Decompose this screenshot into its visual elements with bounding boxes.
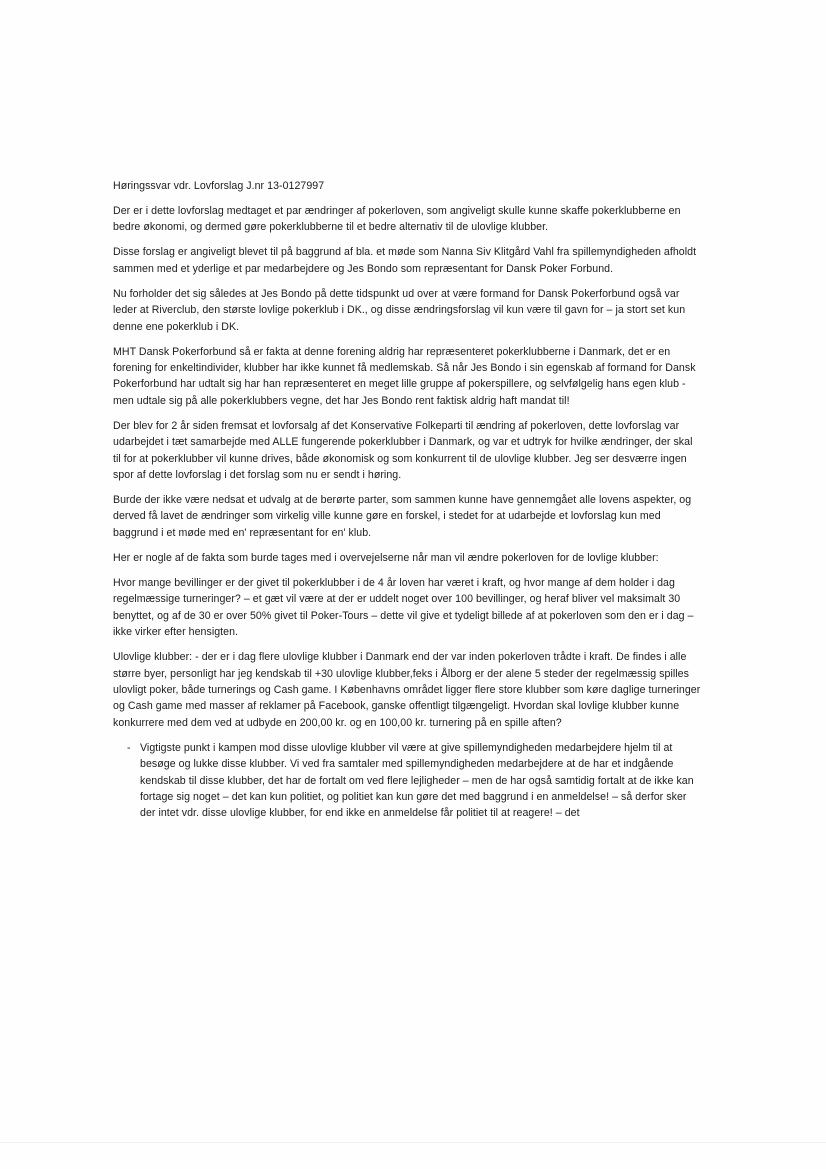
- paragraph-6: Burde der ikke være nedsat et udvalg at de berørte parter, som sammen kunne have gennemgået alle lovens aspekter, og derved få lavet de ændringer som virkelig ville kunne gøre en forskel, i stedet for at udarbejde et lovforslag kun med baggrund i et møde med en' repræsentant for en' klub.: [113, 494, 692, 539]
- paragraph-4: MHT Dansk Pokerforbund så er fakta at denne forening aldrig har repræsenteret pokerklubberne i Danmark, det er en forening for enkeltindivider, klubber har ikke kunnet få medlemskab. Så når Jes Bondo i sin egenskab af formand for Dansk Pokerforbund har udtalt sig har han repræsenteret en meget lille gruppe af pokerspillere, og selvfølgelig hans egen klub - men udtale sig på alle pokerklubbers vegne, det har Jes Bondo rent faktisk aldrig haft mandat til!: [113, 345, 696, 407]
- list-item: [113, 740, 703, 822]
- paragraph-8: Hvor mange bevillinger er der givet til pokerklubber i de 4 år loven har været i kraft, og hvor mange af dem holder i dag regelmæssige turneringer? – et gæt vil være at der er uddelt noget over 100 bevillinger, og heraf bliver vel maksimalt 30 benyttet, og af de 30 er over 50% givet til Poker-Tours – dette vil give et tydeligt billede af at pokerloven som den er i dag – ikke virker efter hensigten.: [113, 576, 694, 639]
- paragraph-1: Der er i dette lovforslag medtaget et par ændringer af pokerloven, som angiveligt skulle kunne skaffe pokerklubberne en bedre økonomi, og dermed gøre pokerklubberne til et bedre alternativ til de ulovlige klubber.: [113, 205, 681, 234]
- document-body: [113, 178, 703, 822]
- paragraph-9: Ulovlige klubber: - der er i dag flere ulovlige klubber i Danmark end der var inden pokerloven trådte i kraft. De findes i alle større byer, personligt har jeg kendskab til +30 ulovlige klubber,feks i Ålborg er der alene 5 steder der regelmæssig spilles ulovligt poker, både turnerings og Cash game. I Københavns området ligger flere store klubber som køre daglige turneringer og Cash game med masser af reklamer på Facebook, ganske offentligt tilgængeligt. Hvordan skal lovlige klubber kunne konkurrere med dem ved at udbyde en 200,00 kr. og en 100,00 kr. turnering på en spille aften?: [113, 651, 701, 729]
- paragraph-3: Nu forholder det sig således at Jes Bondo på dette tidspunkt ud over at være formand for Dansk Pokerforbund også var leder at Riverclub, den største lovlige pokerklub i DK., og disse ændringsforslag vil kun være til gavn for – ja stort set kun denne ene pokerklub i DK.: [113, 287, 686, 333]
- paragraph-2: Disse forslag er angiveligt blevet til på baggrund af bla. et møde som Nanna Siv Klitgård Vahl fra spillemyndigheden afholdt sammen med et yderlige et par medarbejdere og Jes Bondo som repræsentant for Dansk Poker Forbund.: [113, 246, 697, 275]
- bullet-marker: -: [127, 741, 131, 754]
- bullet-list: [113, 740, 703, 822]
- bullet-text: Vigtigste punkt i kampen mod disse ulovlige klubber vil være at give spillemyndigheden medarbejdere hjelm til at besøge og lukke disse klubber. Vi ved fra samtaler med spillemyndigheden medarbejdere at de har et indgående kendskab til disse klubber, det har de fortalt om ved flere lejligheder – men de har også samtidig fortalt at de ikke kan fortage sig noget – det kan kun politiet, og politiet kan kun gøre det med baggrund i en anmeldelse! – så derfor sker der intet vdr. disse ulovlige klubber, for end ikke en anmeldelse får politiet til at reagere! – det: [140, 741, 694, 820]
- scan-edge-line: [0, 1142, 826, 1143]
- paragraph-7: Her er nogle af de fakta som burde tages med i overvejelserne når man vil ændre pokerloven for de lovlige klubber:: [113, 551, 659, 564]
- paragraph-5: Der blev for 2 år siden fremsat et lovforsalg af det Konservative Folkeparti til ændring af pokerloven, dette lovforslag var udarbejdet i tæt samarbejde med ALLE fungerende pokerklubber i Danmark, og var et udtryk for hvilke ændringer, der skal til for at pokerklubber vil kunne drives, både økonomisk og som konkurrent til de ulovlige klubber. Jeg ser desværre ingen spor af dette lovforslag i det forslag som nu er sendt i høring.: [113, 419, 693, 482]
- document-title: Høringssvar vdr. Lovforslag J.nr 13-0127997: [113, 180, 325, 192]
